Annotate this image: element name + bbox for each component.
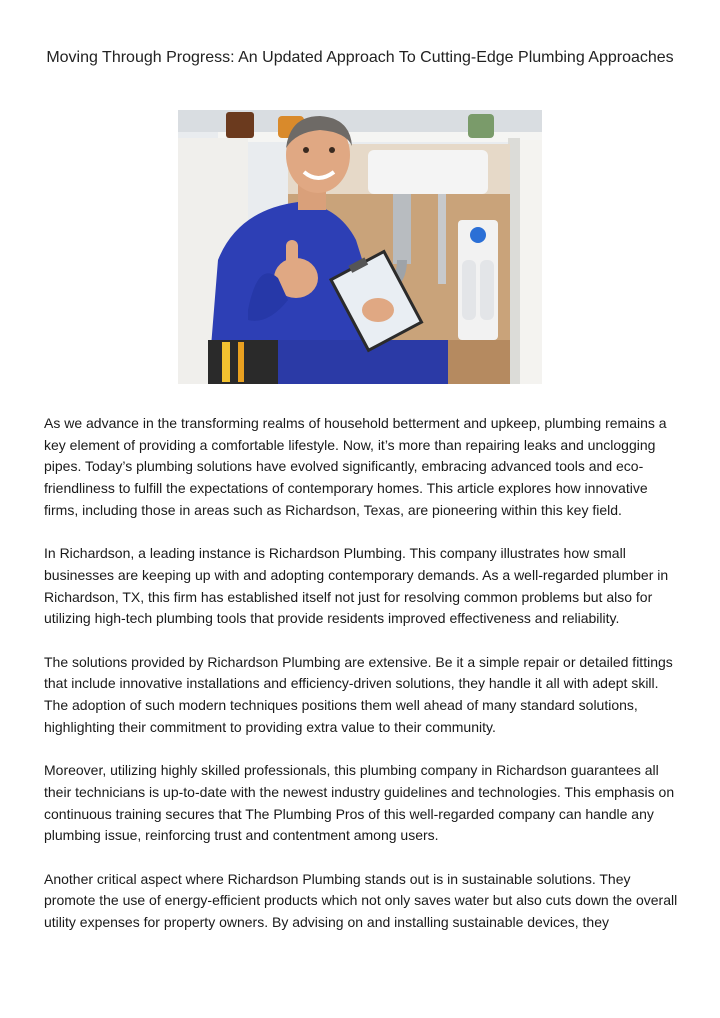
paragraph-5: Another critical aspect where Richardson Plumbing stands out is in sustainable solutions. They promote the use of energy-efficient products which not only saves water but also cuts down the overall utility expenses for property owners. By advising on and installing sustainable devices, they xyxy=(44,870,678,931)
paragraph-2: In Richardson, a leading instance is Richardson Plumbing. This company illustrates how small businesses are keeping up with and adopting contemporary demands. As a well-regarded plumber in Richardson, TX, this firm has established itself not just for resolving common problems but also for utilizing high-tech plumbing tools that provide residents improved effectiveness and reliability. xyxy=(44,545,669,627)
plumber-photo xyxy=(178,110,542,384)
paragraph-3: The solutions provided by Richardson Plumbing are extensive. Be it a simple repair or detailed fittings that include innovative installations and efficiency-driven solutions, they handle it all with adept skill. The adoption of such modern techniques positions them well ahead of many standard solutions, highlighting their commitment to providing extra value to their community. xyxy=(44,653,673,735)
article-body xyxy=(44,413,684,956)
paragraph-1: As we advance in the transforming realms of household betterment and upkeep, plumbing remains a key element of providing a comfortable lifestyle. Now, it’s more than repairing leaks and unclogging pipes. Today’s plumbing solutions have evolved significantly, embracing advanced tools and eco-friendliness to fulfill the expectations of contemporary homes. This article explores how innovative firms, including those in areas such as Richardson, Texas, are pioneering within this key field. xyxy=(44,415,667,518)
document-title: Moving Through Progress: An Updated Approach To Cutting-Edge Plumbing Approaches xyxy=(46,49,674,66)
paragraph-4: Moreover, utilizing highly skilled professionals, this plumbing company in Richardson guarantees all their technicians is up-to-date with the newest industry guidelines and technologies. This emphasis on continuous training secures that The Plumbing Pros of this well-regarded company can handle any plumbing issue, reinforcing trust and contentment among users. xyxy=(44,762,675,844)
